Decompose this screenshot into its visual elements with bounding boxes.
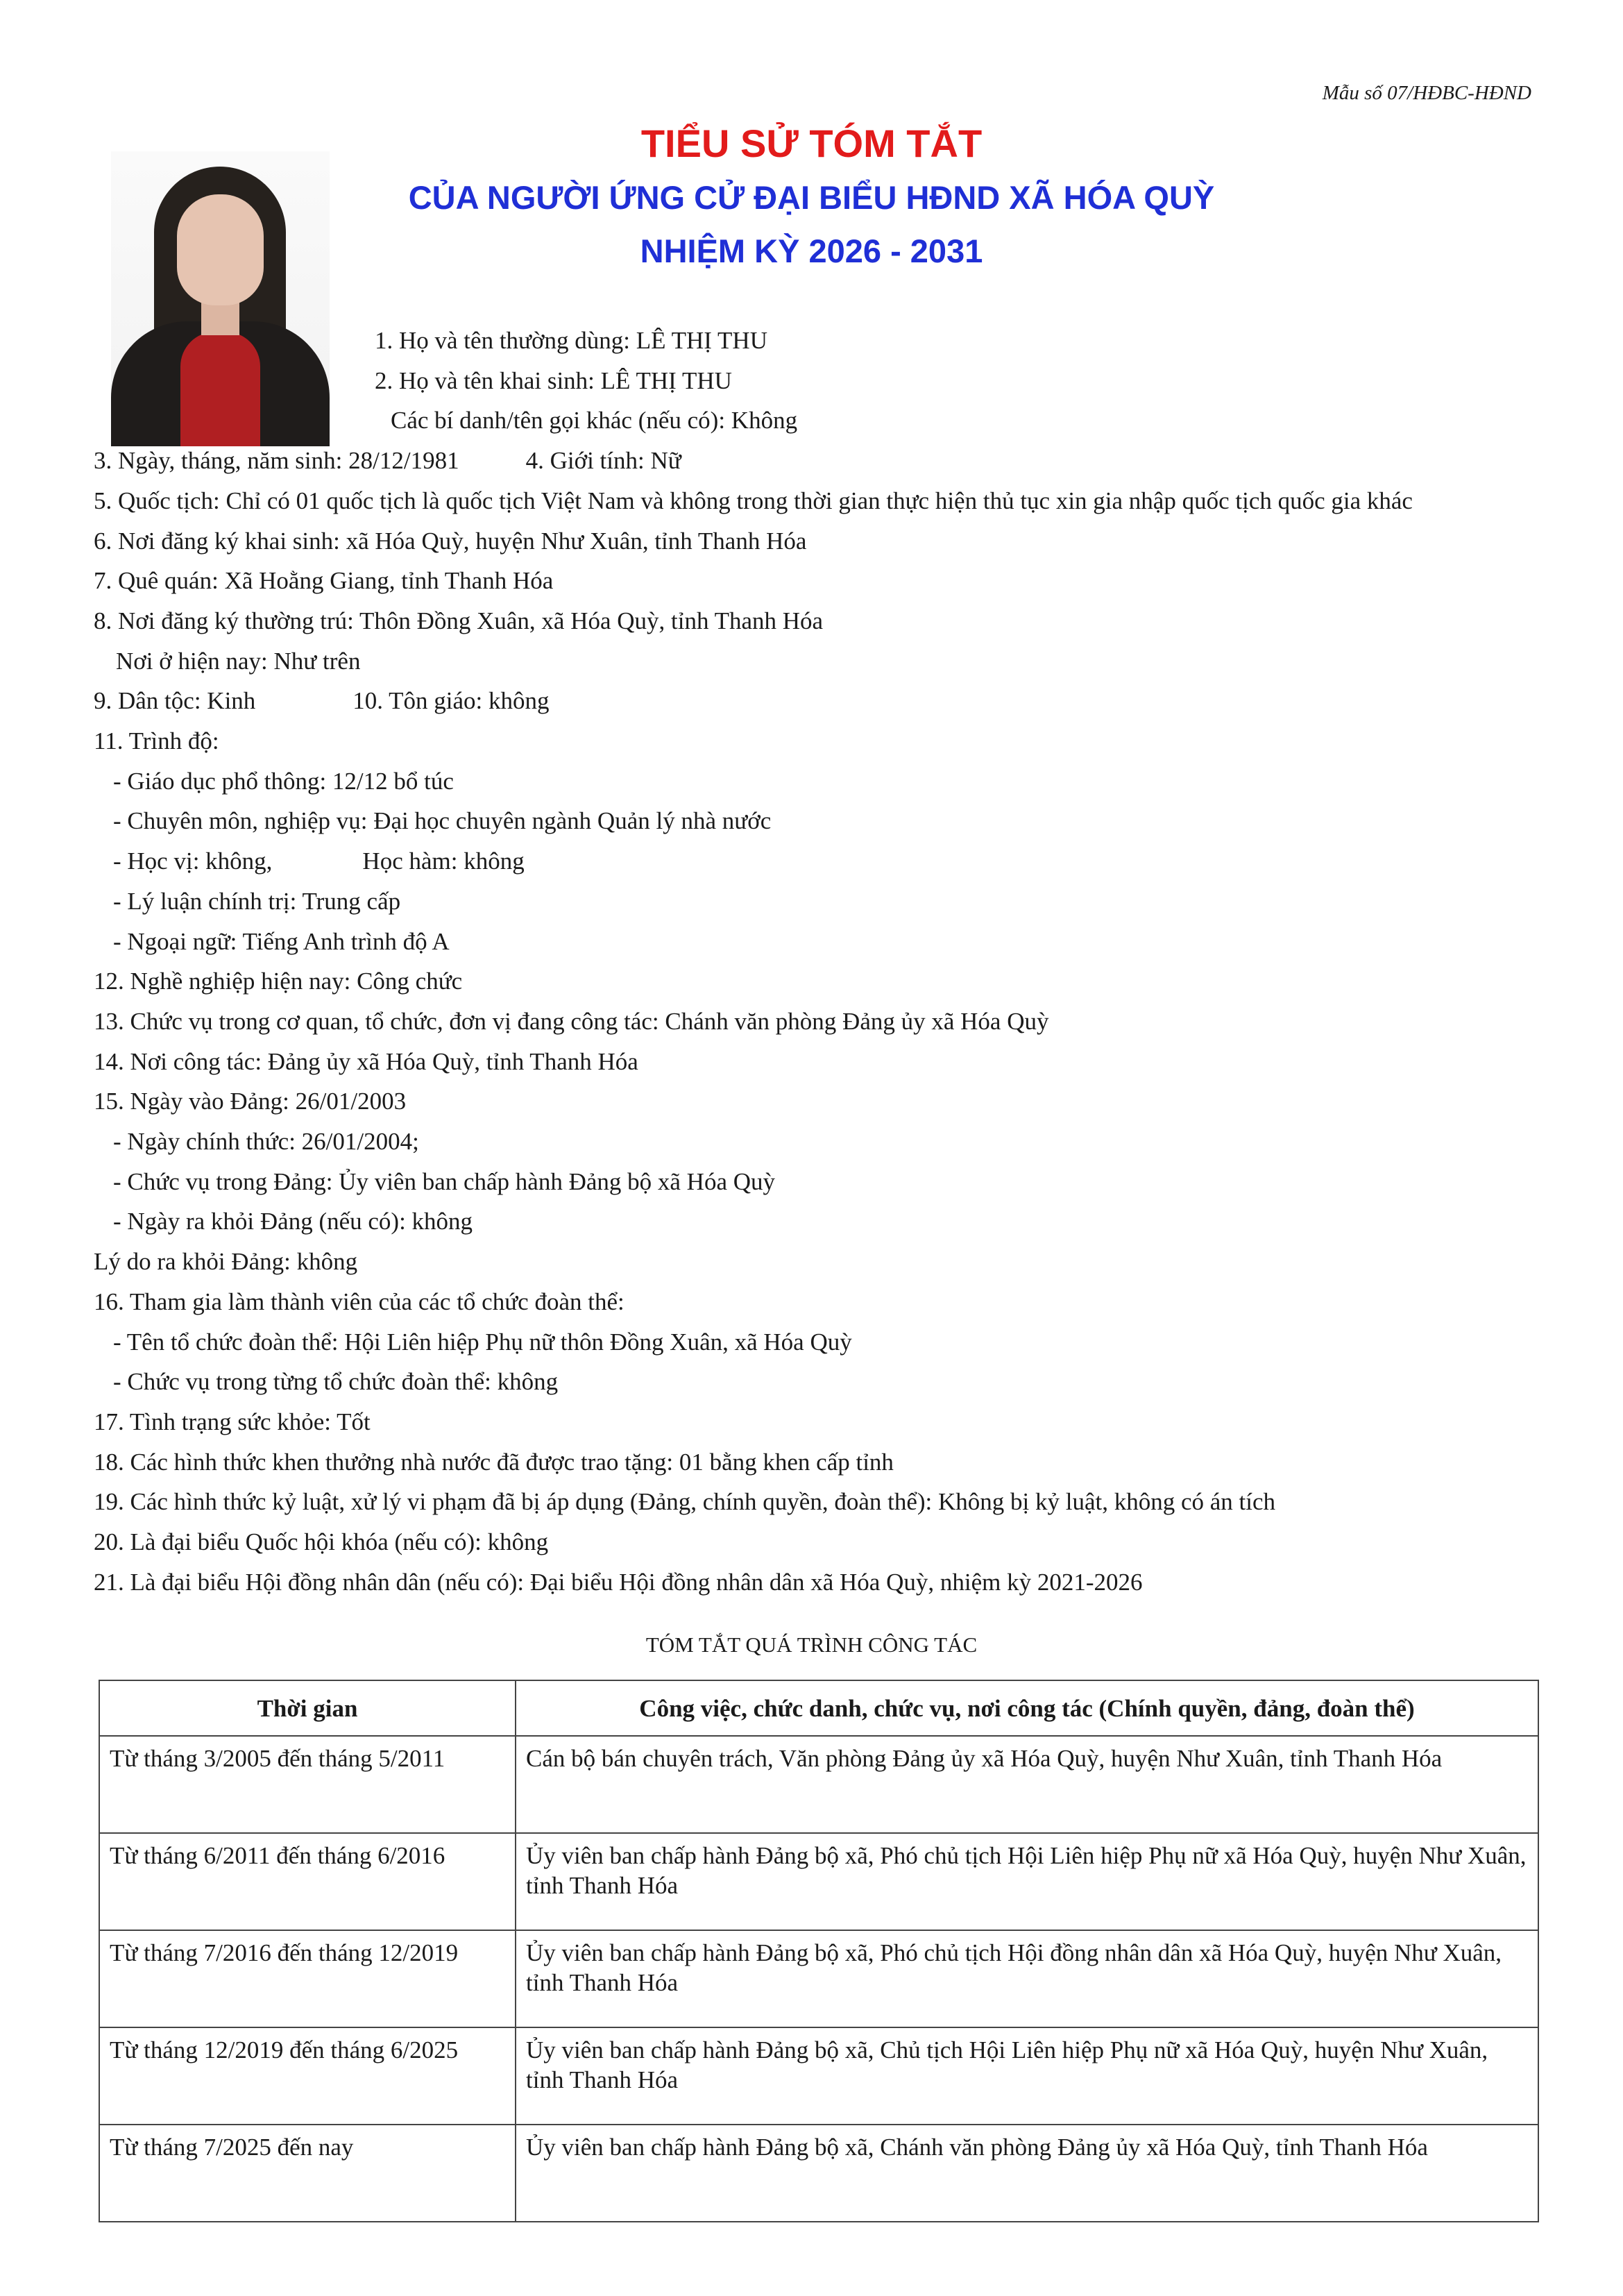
- birth-registration-place: 6. Nơi đăng ký khai sinh: xã Hóa Quỳ, huyện Như Xuân, tỉnh Thanh Hóa: [94, 527, 807, 555]
- document-subtitle: CỦA NGƯỜI ỨNG CỬ ĐẠI BIỂU HĐND XÃ HÓA QUỲ: [408, 179, 1215, 216]
- birth-date: 3. Ngày, tháng, năm sinh: 28/12/1981: [94, 447, 459, 475]
- occupation: 12. Nghề nghiệp hiện nay: Công chức: [94, 968, 463, 995]
- row-work: Ủy viên ban chấp hành Đảng bộ xã, Phó chủ tịch Hội Liên hiệp Phụ nữ xã Hóa Quỳ, huyện Như Xuân, tỉnh Thanh Hóa: [516, 1833, 1538, 1930]
- birth-name: 2. Họ và tên khai sinh: LÊ THỊ THU: [375, 366, 732, 394]
- gender: 4. Giới tính: Nữ: [525, 447, 681, 475]
- discipline: 19. Các hình thức kỷ luật, xử lý vi phạm đã bị áp dụng (Đảng, chính quyền, đoàn thể): Không bị kỷ luật, không có án tích: [94, 1488, 1276, 1516]
- table-row: [99, 2027, 1538, 2125]
- organization-name: - Tên tổ chức đoàn thể: Hội Liên hiệp Phụ nữ thôn Đồng Xuân, xã Hóa Quỳ: [113, 1328, 852, 1356]
- awards: 18. Các hình thức khen thưởng nhà nước đã được trao tặng: 01 bằng khen cấp tỉnh: [94, 1448, 894, 1476]
- work-history-title: TÓM TẮT QUÁ TRÌNH CÔNG TÁC: [645, 1632, 978, 1657]
- table-row: [99, 2125, 1538, 2222]
- foreign-language: - Ngoại ngữ: Tiếng Anh trình độ A: [113, 927, 450, 955]
- birth-gender-row: [94, 441, 1554, 481]
- academic-degree: - Học vị: không,: [113, 847, 273, 875]
- party-position: - Chức vụ trong Đảng: Ủy viên ban chấp hành Đảng bộ xã Hóa Quỳ: [113, 1167, 776, 1195]
- row-time: Từ tháng 7/2016 đến tháng 12/2019: [99, 1930, 516, 2027]
- document-term: NHIỆM KỲ 2026 - 2031: [640, 233, 983, 269]
- ethnicity-religion-row: [94, 681, 1554, 721]
- nationality: 5. Quốc tịch: Chỉ có 01 quốc tịch là quốc tịch Việt Nam và không trong thời gian thực hiện thủ tục xin gia nhập quốc tịch quốc gia khác: [94, 487, 1413, 514]
- row-work: Ủy viên ban chấp hành Đảng bộ xã, Chánh văn phòng Đảng ủy xã Hóa Quỳ, tỉnh Thanh Hóa: [516, 2125, 1538, 2222]
- row-time: Từ tháng 12/2019 đến tháng 6/2025: [99, 2027, 516, 2125]
- party-official-date: - Ngày chính thức: 26/01/2004;: [113, 1128, 419, 1156]
- organizations-heading: 16. Tham gia làm thành viên của các tổ chức đoàn thể:: [94, 1288, 624, 1315]
- table-row: [99, 1930, 1538, 2027]
- council-delegate: 21. Là đại biểu Hội đồng nhân dân (nếu có): Đại biểu Hội đồng nhân dân xã Hóa Quỳ, nhiệm kỳ 2021-2026: [94, 1568, 1143, 1596]
- political-theory: - Lý luận chính trị: Trung cấp: [113, 887, 401, 915]
- row-work: Ủy viên ban chấp hành Đảng bộ xã, Chủ tịch Hội Liên hiệp Phụ nữ xã Hóa Quỳ, huyện Như Xuân, tỉnh Thanh Hóa: [516, 2027, 1538, 2125]
- national-assembly-delegate: 20. Là đại biểu Quốc hội khóa (nếu có): không: [94, 1528, 549, 1556]
- position: 13. Chức vụ trong cơ quan, tổ chức, đơn vị đang công tác: Chánh văn phòng Đảng ủy xã Hóa Quỳ: [94, 1007, 1049, 1035]
- common-name: 1. Họ và tên thường dùng: LÊ THỊ THU: [375, 327, 767, 354]
- table-header-row: [99, 1680, 1538, 1736]
- current-residence: Nơi ở hiện nay: Như trên: [116, 647, 361, 675]
- row-work: Cán bộ bán chuyên trách, Văn phòng Đảng ủy xã Hóa Quỳ, huyện Như Xuân, tỉnh Thanh Hóa: [516, 1736, 1538, 1833]
- party-leave-date: - Ngày ra khỏi Đảng (nếu có): không: [113, 1208, 473, 1235]
- row-time: Từ tháng 3/2005 đến tháng 5/2011: [99, 1736, 516, 1833]
- professional-qualification: - Chuyên môn, nghiệp vụ: Đại học chuyên ngành Quản lý nhà nước: [113, 807, 772, 835]
- hometown: 7. Quê quán: Xã Hoằng Giang, tỉnh Thanh Hóa: [94, 567, 554, 595]
- degree-title-row: [94, 841, 1554, 881]
- row-time: Từ tháng 7/2025 đến nay: [99, 2125, 516, 2222]
- religion: 10. Tôn giáo: không: [352, 687, 550, 715]
- general-education: - Giáo dục phổ thông: 12/12 bổ túc: [113, 767, 454, 795]
- workplace: 14. Nơi công tác: Đảng ủy xã Hóa Quỳ, tỉnh Thanh Hóa: [94, 1047, 638, 1075]
- party-leave-reason: Lý do ra khỏi Đảng: không: [94, 1248, 358, 1276]
- party-join-date: 15. Ngày vào Đảng: 26/01/2003: [94, 1088, 407, 1115]
- form-code: Mẫu số 07/HĐBC-HĐND: [1322, 82, 1531, 104]
- row-time: Từ tháng 6/2011 đến tháng 6/2016: [99, 1833, 516, 1930]
- ethnicity: 9. Dân tộc: Kinh: [94, 687, 256, 715]
- table-row: [99, 1833, 1538, 1930]
- work-history-table: [99, 1680, 1539, 2222]
- academic-title: Học hàm: không: [362, 847, 525, 875]
- bio-info: [94, 321, 1554, 1603]
- organization-position: - Chức vụ trong từng tổ chức đoàn thể: không: [113, 1368, 559, 1396]
- column-header-time: Thời gian: [99, 1680, 516, 1736]
- permanent-residence: 8. Nơi đăng ký thường trú: Thôn Đồng Xuân, xã Hóa Quỳ, tỉnh Thanh Hóa: [94, 607, 824, 634]
- table-row: [99, 1736, 1538, 1833]
- health-status: 17. Tình trạng sức khỏe: Tốt: [94, 1408, 371, 1435]
- aliases: Các bí danh/tên gọi khác (nếu có): Không: [391, 407, 798, 434]
- education-heading: 11. Trình độ:: [94, 727, 219, 755]
- column-header-work: Công việc, chức danh, chức vụ, nơi công tác (Chính quyền, đảng, đoàn thể): [516, 1680, 1538, 1736]
- document-title: TIỂU SỬ TÓM TẮT: [640, 121, 983, 165]
- row-work: Ủy viên ban chấp hành Đảng bộ xã, Phó chủ tịch Hội đồng nhân dân xã Hóa Quỳ, huyện Như Xuân, tỉnh Thanh Hóa: [516, 1930, 1538, 2027]
